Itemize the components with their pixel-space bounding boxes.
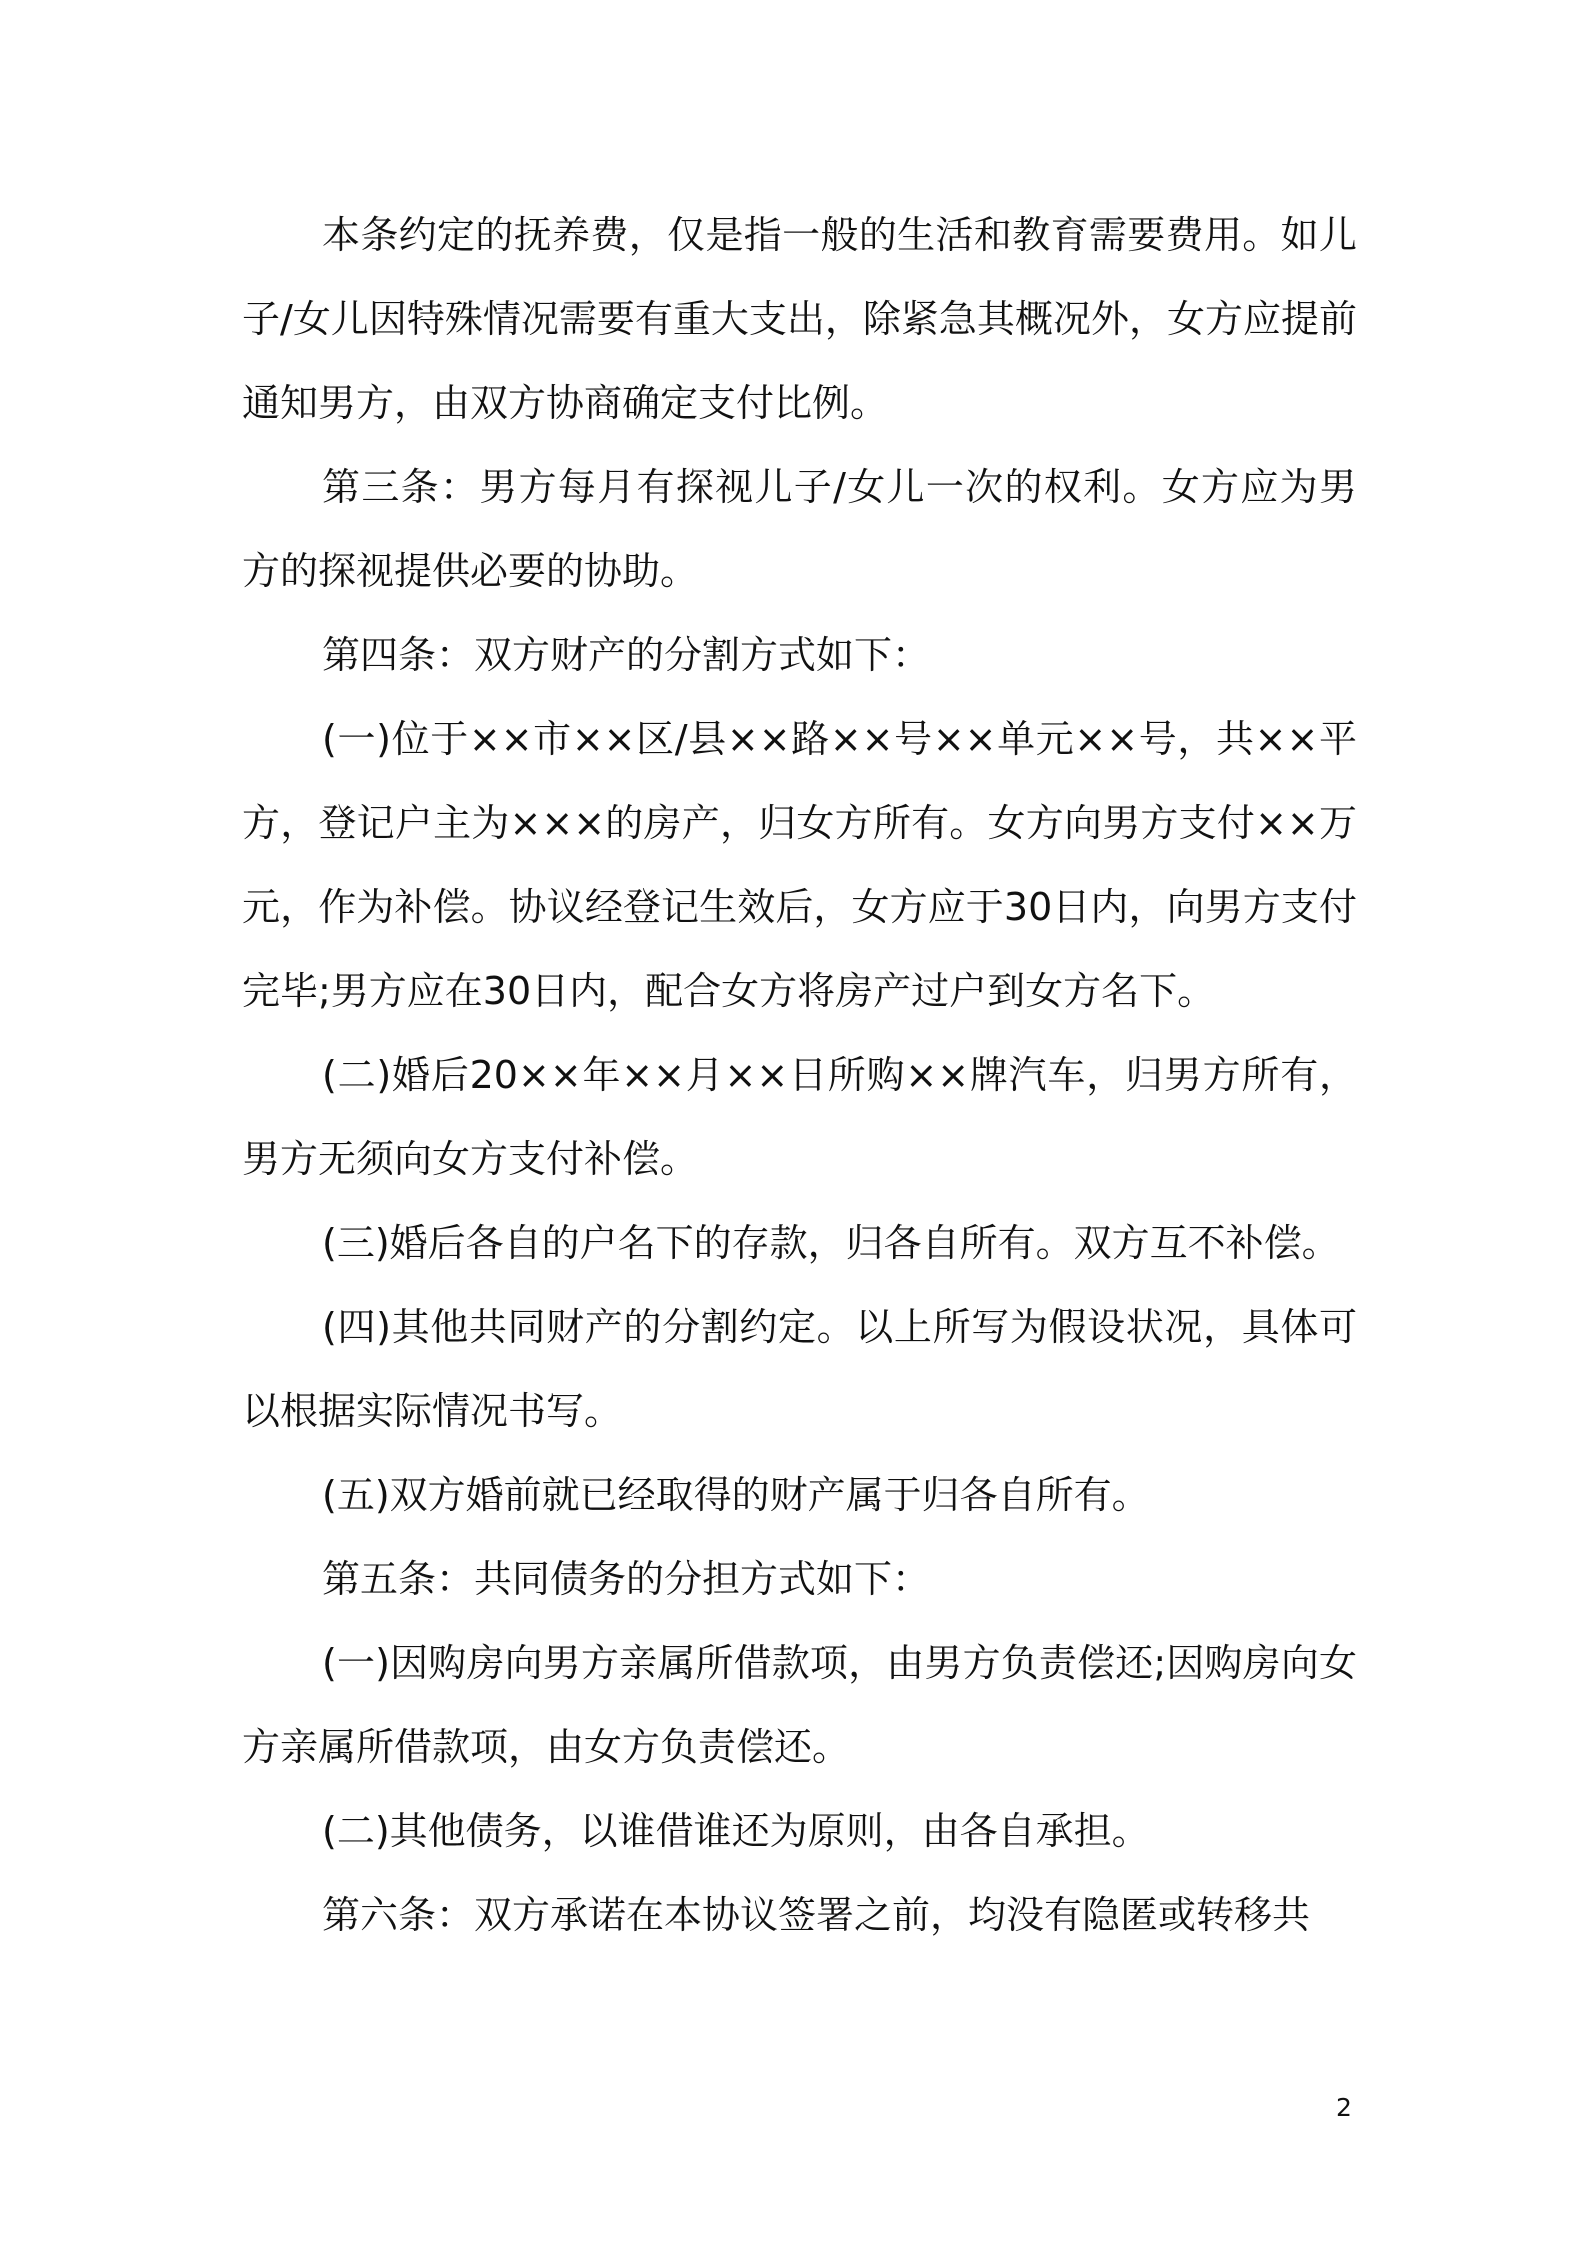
paragraph: 第六条：双方承诺在本协议签署之前，均没有隐匿或转移共 <box>322 1893 1311 1937</box>
paragraph: 第五条：共同债务的分担方式如下： <box>322 1557 931 1601</box>
paragraph: (一)位于××市××区/县××路××号××单元××号，共××平方，登记户主为×××的房产，归女方所有。女方向男方支付××万元，作为补偿。协议经登记生效后，女方应于30日内，向男方支付完毕;男方应在30日内，配合女方将房产过户到女方名下。 <box>242 717 1357 1013</box>
paragraph: (二)婚后20××年××月××日所购××牌汽车，归男方所有，男方无须向女方支付补偿。 <box>242 1053 1357 1181</box>
paragraph: (四)其他共同财产的分割约定。以上所写为假设状况，具体可以根据实际情况书写。 <box>242 1305 1357 1433</box>
document-body <box>242 193 1357 1957</box>
paragraph: 第三条：男方每月有探视儿子/女儿一次的权利。女方应为男方的探视提供必要的协助。 <box>242 465 1357 593</box>
paragraph: (二)其他债务，以谁借谁还为原则，由各自承担。 <box>322 1809 1150 1853</box>
page-number: 2 <box>1336 2093 1352 2122</box>
paragraph: (三)婚后各自的户名下的存款，归各自所有。双方互不补偿。 <box>322 1221 1340 1265</box>
paragraph: 第四条：双方财产的分割方式如下： <box>322 633 931 677</box>
paragraph: (一)因购房向男方亲属所借款项，由男方负责偿还;因购房向女方亲属所借款项，由女方负责偿还。 <box>242 1641 1357 1769</box>
paragraph: 本条约定的抚养费，仅是指一般的生活和教育需要费用。如儿子/女儿因特殊情况需要有重大支出，除紧急其概况外，女方应提前通知男方，由双方协商确定支付比例。 <box>242 213 1357 425</box>
paragraph: (五)双方婚前就已经取得的财产属于归各自所有。 <box>322 1473 1150 1517</box>
